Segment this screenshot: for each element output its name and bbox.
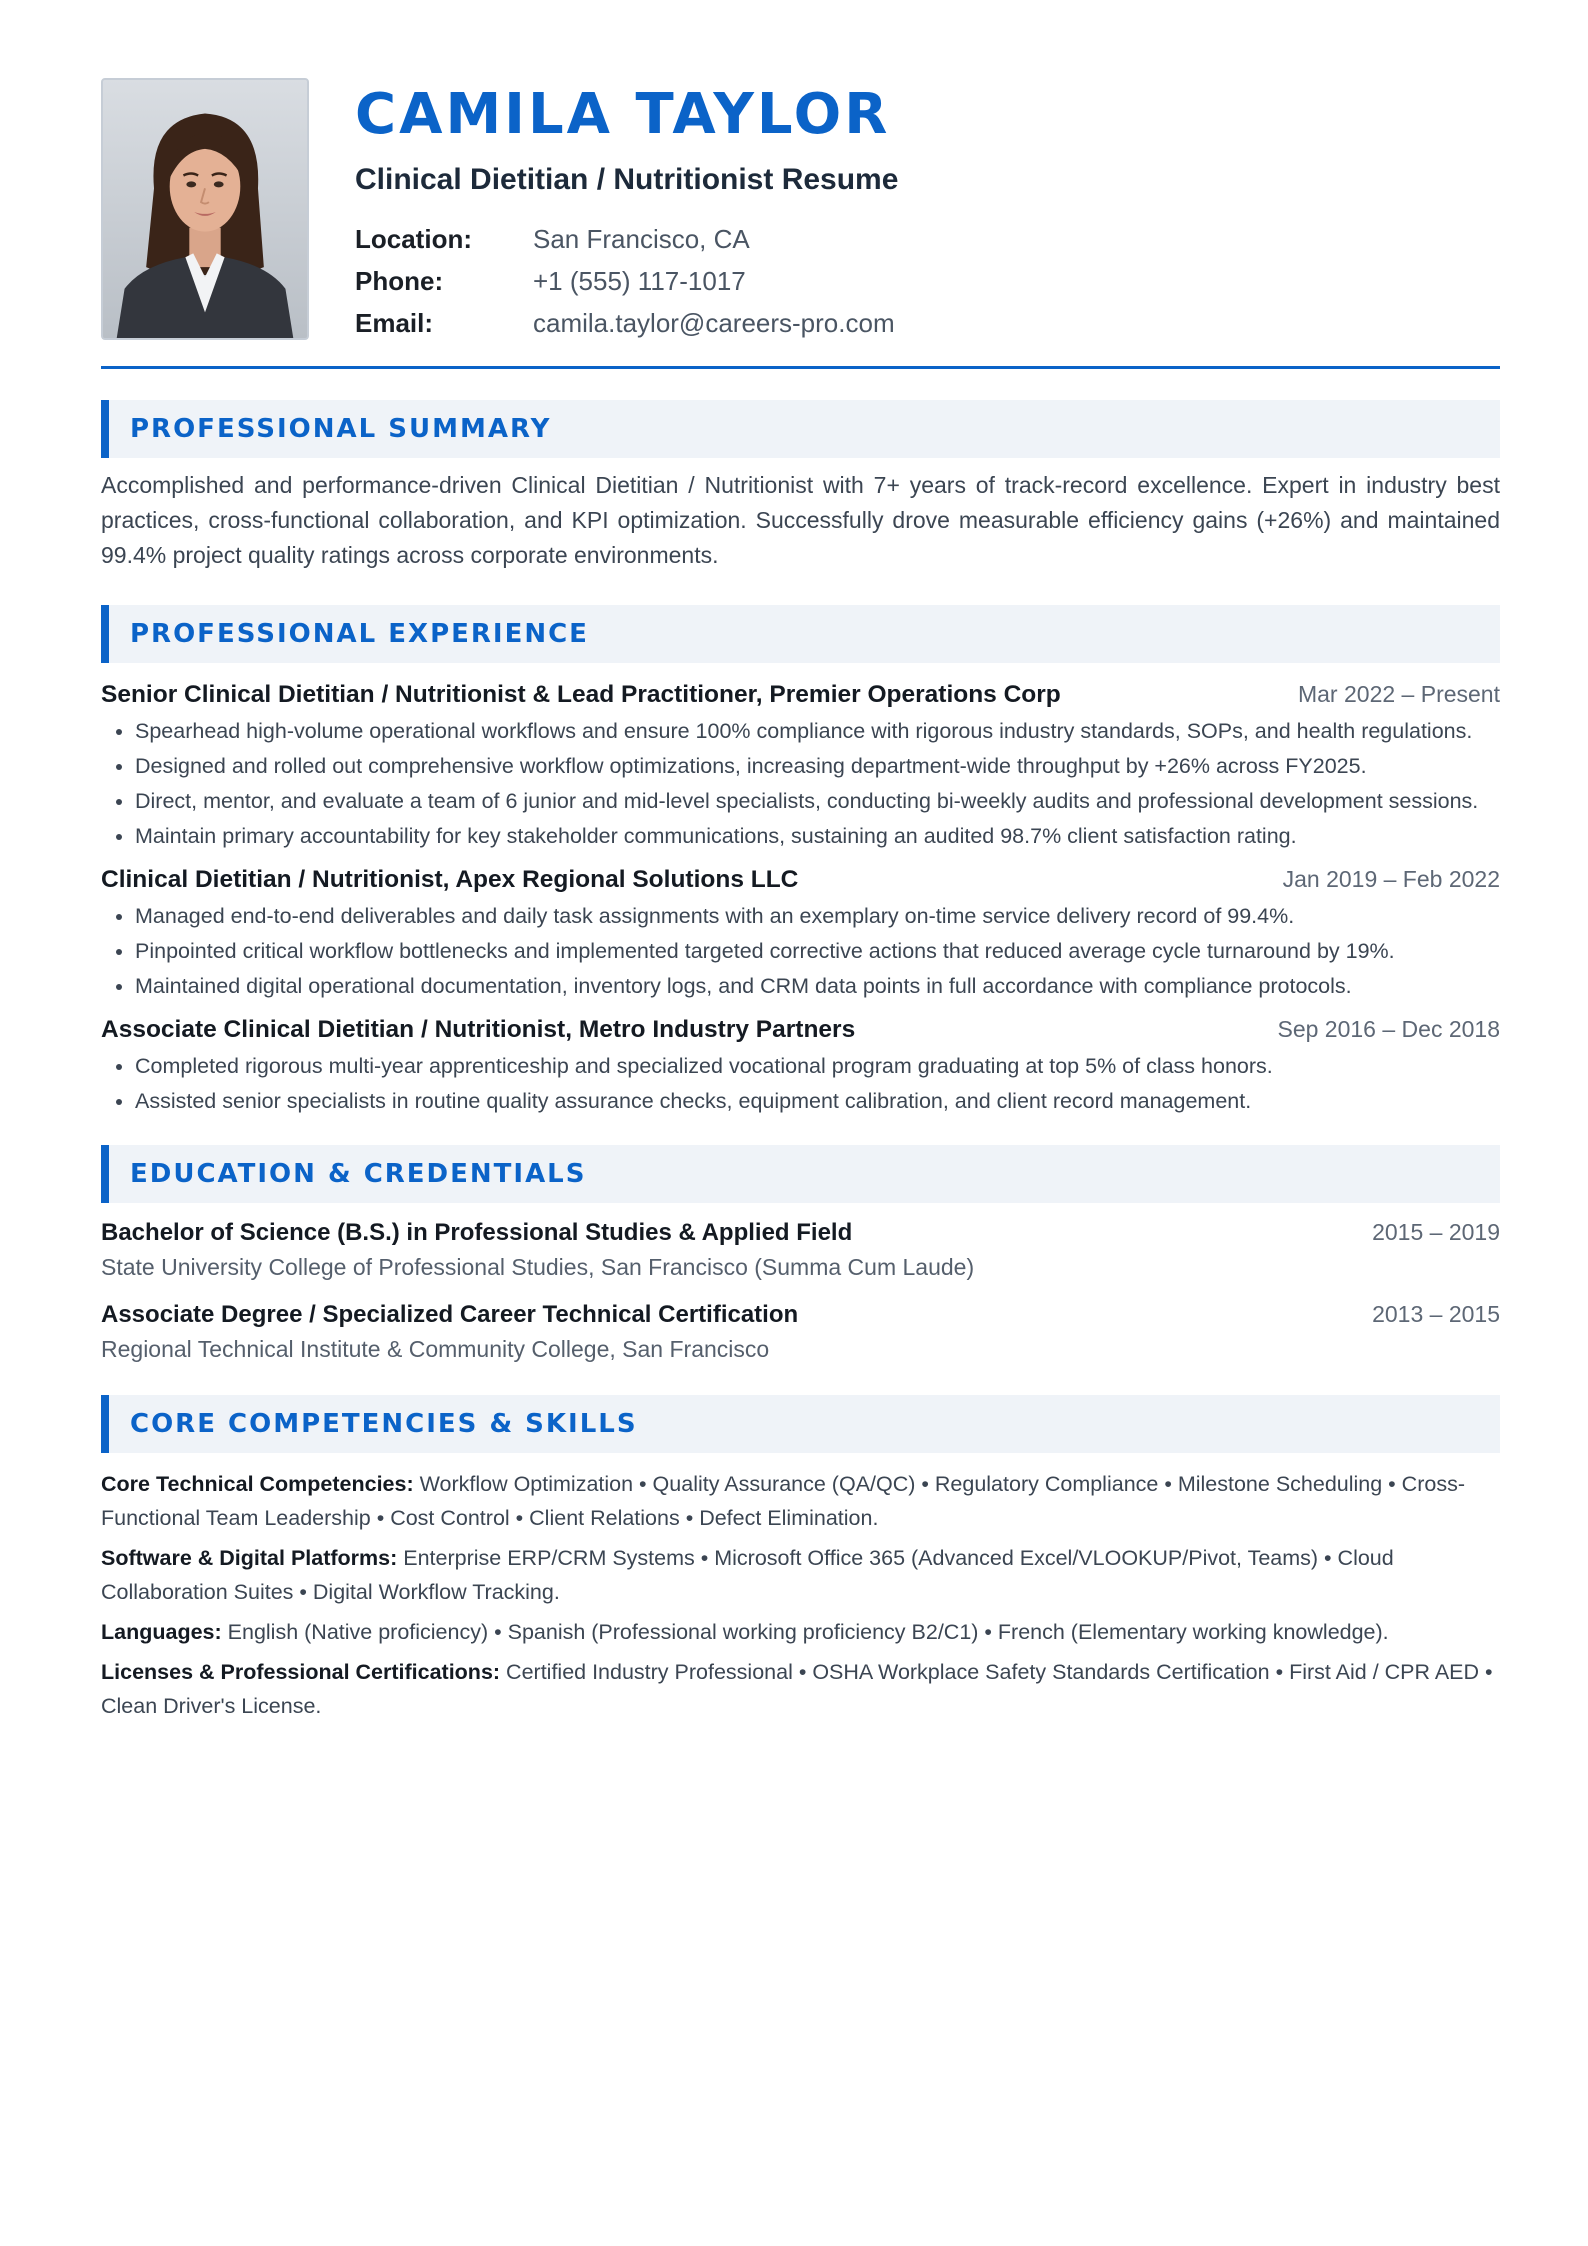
section-title: PROFESSIONAL SUMMARY [130, 414, 552, 444]
job-dates: Mar 2022 – Present [1297, 681, 1500, 707]
education-dates: 2013 – 2015 [1372, 1301, 1500, 1327]
skill-label: Core Technical Competencies: [101, 1472, 420, 1496]
school-name: Regional Technical Institute & Community College, San Francisco [101, 1336, 770, 1362]
job-entry [101, 866, 1500, 1002]
education-header [101, 1219, 1500, 1247]
skill-group [101, 1655, 1500, 1723]
skill-label: Software & Digital Platforms: [101, 1546, 404, 1570]
job-bullets [101, 1050, 1500, 1117]
section-heading-summary [101, 400, 1500, 458]
degree-title: Associate Degree / Specialized Career Technical Certification [101, 1301, 799, 1328]
education-dates: 2015 – 2019 [1372, 1219, 1500, 1245]
education-entry [101, 1301, 1500, 1367]
contact-label: Email: [355, 308, 434, 338]
education-entry [101, 1219, 1500, 1285]
bullet-item: • Completed rigorous multi-year apprenticeship and specialized vocational program graduating at top 5% of class honors. [135, 1050, 1500, 1082]
summary-text: Accomplished and performance-driven Clinical Dietitian / Nutritionist with 7+ years of track-record excellence. Expert in industry best practices, cross-functional collaboration, and KPI optimization. Successfully drove measurable efficiency gains (+26%) and maintained 99.4% project quality ratings across corporate environments. [101, 472, 1500, 568]
skill-text: Certified Industry Professional • OSHA Workplace Safety Standards Certification • First Aid / CPR AED • Clean Driver's License. [101, 1660, 1493, 1718]
job-entry [101, 681, 1500, 852]
skill-group [101, 1541, 1500, 1609]
job-entry [101, 1016, 1500, 1117]
section-heading-experience [101, 605, 1500, 663]
contact-location [355, 218, 1500, 260]
contact-email [355, 302, 1500, 344]
section-title: CORE COMPETENCIES & SKILLS [130, 1409, 638, 1439]
skill-text: English (Native proficiency) • Spanish (Professional working proficiency B2/C1) • French (Elementary working knowledge). [227, 1620, 1389, 1644]
contact-value: camila.taylor@careers-pro.com [533, 308, 895, 338]
section-heading-skills [101, 1395, 1500, 1453]
job-bullets [101, 715, 1500, 852]
skill-label: Languages: [101, 1620, 228, 1644]
job-dates: Jan 2019 – Feb 2022 [1282, 866, 1500, 892]
contact-label: Phone: [355, 266, 444, 296]
job-dates: Sep 2016 – Dec 2018 [1277, 1016, 1500, 1042]
resume-header [101, 0, 1500, 372]
profile-photo [101, 78, 309, 340]
job-title: Clinical Dietitian / Nutritionist, Apex Regional Solutions LLC [101, 866, 799, 893]
job-title: Associate Clinical Dietitian / Nutritionist, Metro Industry Partners [101, 1016, 856, 1043]
contact-info [355, 218, 1500, 344]
section-title: PROFESSIONAL EXPERIENCE [130, 619, 589, 649]
job-bullets [101, 900, 1500, 1002]
bullet-item: • Direct, mentor, and evaluate a team of 6 junior and mid-level specialists, conducting bi-weekly audits and professional development sessions. [135, 785, 1500, 817]
contact-phone [355, 260, 1500, 302]
section-title: EDUCATION & CREDENTIALS [130, 1159, 587, 1189]
section-heading-education [101, 1145, 1500, 1203]
bullet-item: • Managed end-to-end deliverables and daily task assignments with an exemplary on-time service delivery record of 99.4%. [135, 900, 1500, 932]
bullet-item: • Maintain primary accountability for key stakeholder communications, sustaining an audited 98.7% client satisfaction rating. [135, 820, 1500, 852]
job-header [101, 681, 1500, 709]
school-name: State University College of Professional Studies, San Francisco (Summa Cum Laude) [101, 1254, 975, 1280]
skill-text: Enterprise ERP/CRM Systems • Microsoft Office 365 (Advanced Excel/VLOOKUP/Pivot, Teams) • Cloud Collaboration Suites • Digital Workflow Tracking. [101, 1546, 1394, 1604]
bullet-item: • Designed and rolled out comprehensive workflow optimizations, increasing department-wide throughput by +26% across FY2025. [135, 750, 1500, 782]
header-text [355, 82, 1500, 344]
education-header [101, 1301, 1500, 1329]
skill-text: Workflow Optimization • Quality Assurance (QA/QC) • Regulatory Compliance • Milestone Scheduling • Cross-Functional Team Leadership • Cost Control • Client Relations • Defect Elimination. [101, 1472, 1465, 1530]
skill-label: Licenses & Professional Certifications: [101, 1660, 507, 1684]
degree-title: Bachelor of Science (B.S.) in Professional Studies & Applied Field [101, 1219, 853, 1246]
contact-value: San Francisco, CA [533, 224, 750, 254]
candidate-name: CAMILA TAYLOR [355, 82, 891, 147]
resume-role-title: Clinical Dietitian / Nutritionist Resume [355, 163, 899, 196]
contact-label: Location: [355, 224, 472, 254]
person-portrait-icon [103, 80, 307, 338]
job-header [101, 866, 1500, 894]
header-divider [101, 366, 1500, 369]
bullet-item: • Assisted senior specialists in routine quality assurance checks, equipment calibration, and client record management. [135, 1085, 1500, 1117]
job-header [101, 1016, 1500, 1044]
skill-group [101, 1467, 1500, 1535]
contact-value: +1 (555) 117-1017 [533, 266, 746, 296]
skill-group [101, 1615, 1500, 1649]
job-title: Senior Clinical Dietitian / Nutritionist & Lead Practitioner, Premier Operations Corp [101, 681, 1061, 708]
bullet-item: • Spearhead high-volume operational workflows and ensure 100% compliance with rigorous industry standards, SOPs, and health regulations. [135, 715, 1500, 747]
bullet-item: • Pinpointed critical workflow bottlenecks and implemented targeted corrective actions that reduced average cycle turnaround by 19%. [135, 935, 1500, 967]
bullet-item: • Maintained digital operational documentation, inventory logs, and CRM data points in full accordance with compliance protocols. [135, 970, 1500, 1002]
